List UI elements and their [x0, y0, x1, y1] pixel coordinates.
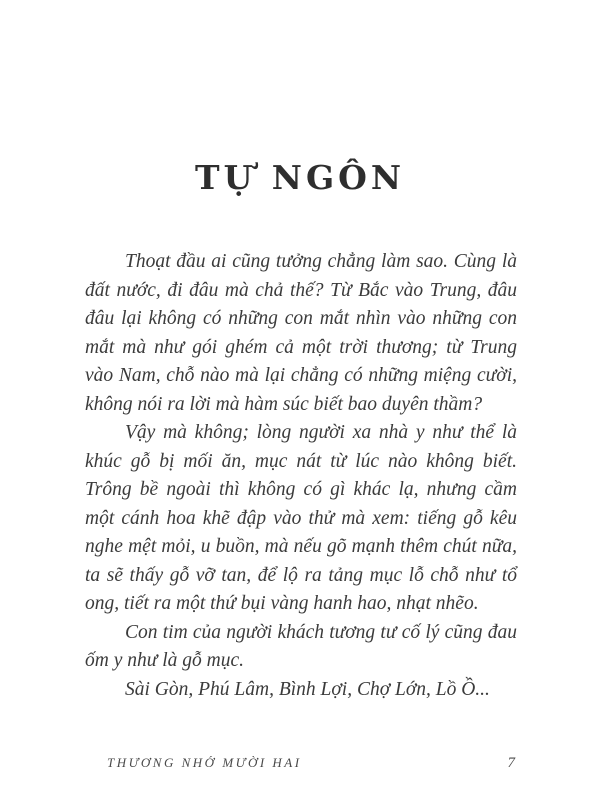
page-footer: [85, 755, 515, 772]
footer-book-title: THƯƠNG NHỚ MƯỜI HAI: [107, 755, 302, 770]
chapter-title: TỰ NGÔN: [194, 158, 406, 197]
footer-page-number: 7: [507, 755, 515, 771]
paragraph: Sài Gòn, Phú Lâm, Bình Lợi, Chợ Lớn, Lồ Ồ...: [125, 678, 490, 700]
paragraph: Vậy mà không; lòng người xa nhà y như thể là khúc gỗ bị mối ăn, mục nát từ lúc nào không biết. Trông bề ngoài thì không có gì khác lạ, nhưng cầm một cánh hoa khẽ đập vào thử mà xem: tiếng gỗ kêu nghe mệt mỏi, u buồn, mà nếu gõ mạnh thêm chút nữa, ta sẽ thấy gỗ vỡ tan, để lộ ra tảng mục lỗ chỗ như tổ ong, tiết ra một thứ bụi vàng hanh hao, nhạt nhẽo.: [85, 422, 517, 614]
paragraph: Thoạt đầu ai cũng tưởng chẳng làm sao. Cùng là đất nước, đi đâu mà chả thế? Từ Bắc vào Trung, đâu đâu lại không có những con mắt nhìn vào những con mắt mà như gói ghém cả một trời thương; từ Trung vào Nam, chỗ nào mà lại chẳng có những miệng cười, không nói ra lời mà hàm súc biết bao duyên thầm?: [85, 251, 517, 415]
body-text: [85, 248, 517, 704]
paragraph: Con tim của người khách tương tư cố lý cũng đau ốm y như là gỗ mục.: [85, 621, 517, 671]
